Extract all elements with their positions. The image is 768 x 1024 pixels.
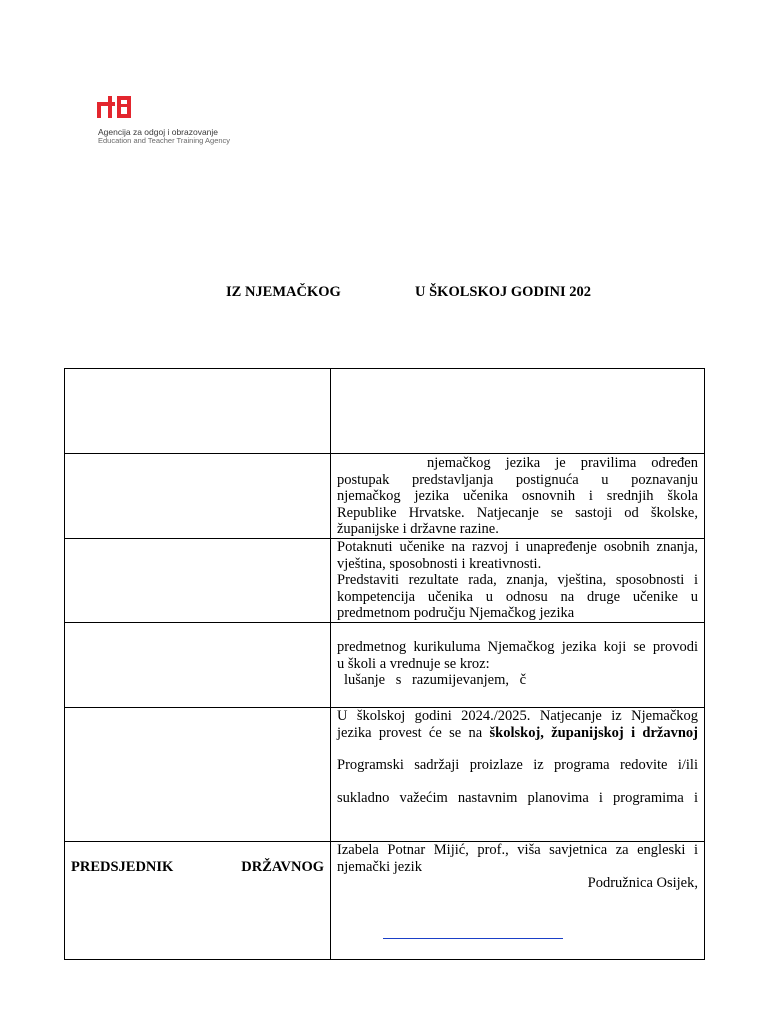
table-cell xyxy=(65,539,331,623)
agency-logo xyxy=(96,88,240,146)
schedule-line: U školskoj godini 2024./2025. Natjecanje iz Njemačkog xyxy=(337,708,698,724)
purpose-line: županijske i državne razine. xyxy=(337,521,499,537)
table-cell xyxy=(331,842,705,960)
table-cell xyxy=(331,623,705,708)
email-link-underline[interactable] xyxy=(383,938,563,939)
content-line: predmetnog kurikuluma Njemačkog jezika koji se provodi xyxy=(337,639,698,655)
content-line: lušanje s razumijevanjem, č xyxy=(344,672,527,688)
table-row xyxy=(65,454,705,539)
table-cell xyxy=(331,454,705,539)
table-cell xyxy=(331,708,705,842)
table-cell xyxy=(331,539,705,623)
purpose-line: njemačkog jezika je pravilima određen xyxy=(427,455,698,471)
logo-text-english: Education and Teacher Training Agency xyxy=(98,136,231,145)
table-cell xyxy=(65,623,331,708)
table-row xyxy=(65,369,705,454)
goal-line: Predstaviti rezultate rada, znanja, vještina, sposobnosti i xyxy=(337,572,698,588)
table-row xyxy=(65,708,705,842)
content-line: u školi a vrednuje se kroz: xyxy=(337,655,490,672)
schedule-line: sukladno važećim nastavnim planovima i programima i xyxy=(337,789,698,806)
table-row xyxy=(65,539,705,623)
schedule-line: Programski sadržaji proizlaze iz programa redovite i/ili xyxy=(337,757,698,773)
document-title-part1: IZ NJEMAČKOG xyxy=(226,284,341,300)
table-row xyxy=(65,623,705,708)
committee-chair-label: PREDSJEDNIK DRŽAVNOG xyxy=(71,859,324,875)
goal-line: vještina, sposobnosti i kreativnosti. xyxy=(337,555,542,572)
table-row xyxy=(65,842,705,960)
purpose-line: njemačkog jezika učenika osnovnih i srednjih škola xyxy=(337,488,698,504)
chair-name-line: njemački jezik xyxy=(337,858,422,875)
logo-text-croatian: Agencija za odgoj i obrazovanje xyxy=(98,127,219,137)
goal-line: Potaknuti učenike na razvoj i unapređenje osobnih znanja, xyxy=(337,539,698,555)
agency-logo-mark xyxy=(96,92,136,122)
chair-branch-line: Podružnica Osijek, xyxy=(587,875,698,891)
chair-name-line: Izabela Potnar Mijić, prof., viša savjetnica za engleski i xyxy=(337,842,698,858)
table-cell xyxy=(65,842,331,960)
document-title-part2: U ŠKOLSKOJ GODINI 202 xyxy=(415,284,592,300)
goal-line: kompetencija učenika u odnosu na druge učenike u xyxy=(337,588,698,605)
table-cell xyxy=(65,708,331,842)
purpose-line: postupak predstavljanja postignuća u poznavanju xyxy=(337,471,698,488)
table-cell xyxy=(65,369,331,454)
schedule-line: jezika provest će se na školskoj, županijskoj i državnoj xyxy=(337,724,699,741)
goal-line: predmetnom području Njemačkog jezika xyxy=(337,605,575,621)
purpose-line: Republike Hrvatske. Natjecanje se sastoji od školske, xyxy=(337,504,698,521)
info-table xyxy=(64,368,705,960)
table-cell xyxy=(65,454,331,539)
table-cell xyxy=(331,369,705,454)
